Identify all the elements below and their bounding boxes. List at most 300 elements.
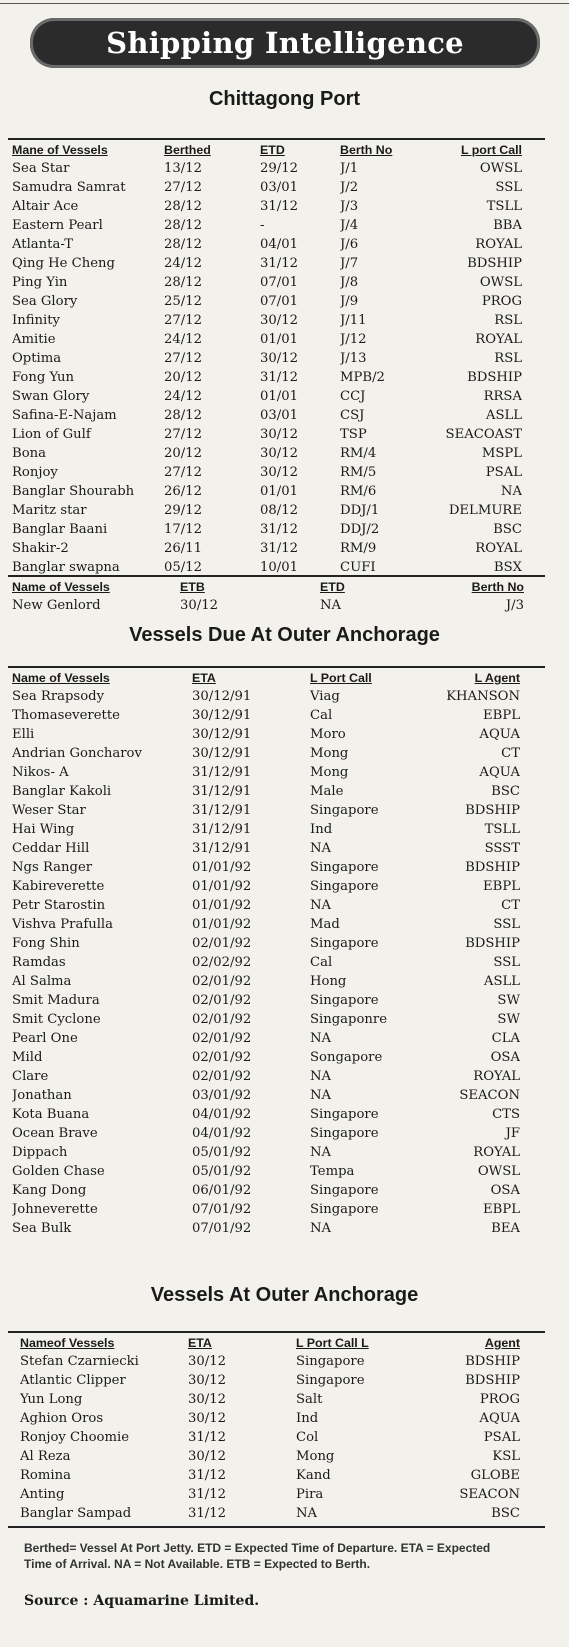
table-cell: Tempa — [310, 1164, 355, 1179]
table-cell: Singapore — [310, 993, 379, 1008]
table-cell: PROG — [479, 1392, 520, 1407]
table-cell: NA — [296, 1506, 318, 1521]
table-cell: 27/12 — [164, 351, 203, 366]
table-cell: 02/01/92 — [192, 1031, 252, 1046]
table-cell: SSL — [495, 180, 522, 195]
column-header: L Port Call L — [296, 1336, 369, 1350]
table-cell: Bona — [12, 446, 46, 461]
title-banner — [30, 18, 540, 68]
table-cell: Salt — [296, 1392, 323, 1407]
table-cell: Altair Ace — [12, 199, 79, 214]
table-cell: TSLL — [486, 199, 522, 214]
table-cell: 10/01 — [260, 560, 299, 575]
table-cell: Banglar Shourabh — [12, 484, 135, 499]
table-cell: SSL — [493, 917, 520, 932]
table-cell: Andrian Goncharov — [12, 746, 142, 761]
table-cell: J/3 — [340, 199, 359, 214]
table-cell: 27/12 — [164, 465, 203, 480]
top-rule — [0, 3, 569, 4]
table-cell: RSL — [494, 313, 522, 328]
table-cell: NA — [310, 841, 332, 856]
table-cell: J/8 — [340, 275, 359, 290]
table-cell: Singapore — [310, 1107, 379, 1122]
table-cell: Singapore — [310, 936, 379, 951]
table-cell: EBPL — [483, 708, 520, 723]
table-cell: 30/12 — [188, 1354, 227, 1369]
table-cell: OWSL — [479, 275, 522, 290]
table-cell: 28/12 — [164, 408, 203, 423]
table-cell: Ind — [310, 822, 333, 837]
section-rule — [8, 1331, 545, 1333]
table-cell: Smit Cyclone — [12, 1012, 101, 1027]
table-cell: 31/12 — [260, 370, 299, 385]
table-cell: Ronjoy Choomie — [20, 1430, 130, 1445]
table-cell: JF — [505, 1126, 520, 1141]
table-cell: Qing He Cheng — [12, 256, 115, 271]
table-cell: CT — [501, 746, 520, 761]
table-cell: SW — [497, 1012, 520, 1027]
table-cell: Moro — [310, 727, 346, 742]
table-cell: Jonathan — [12, 1088, 72, 1103]
table-cell: 03/01/92 — [192, 1088, 252, 1103]
table-cell: Johneverette — [12, 1202, 98, 1217]
table-cell: 31/12/91 — [192, 803, 252, 818]
table-cell: Mong — [296, 1449, 335, 1464]
table-row — [12, 387, 522, 406]
table-cell: CLA — [491, 1031, 520, 1046]
table-row — [12, 482, 522, 501]
table-cell: 30/12 — [260, 313, 299, 328]
table-cell: Thomaseverette — [12, 708, 120, 723]
table-cell: RM/9 — [340, 541, 377, 556]
table-cell: Pira — [296, 1487, 324, 1502]
table-cell: Kota Buana — [12, 1107, 90, 1122]
table-cell: 01/01 — [260, 484, 299, 499]
table-cell: EBPL — [483, 1202, 520, 1217]
column-header: Agent — [484, 1336, 520, 1350]
table-row — [12, 1162, 520, 1181]
table-cell: Cal — [310, 955, 333, 970]
table-cell: Singapore — [310, 1183, 379, 1198]
table-cell: NA — [310, 1069, 332, 1084]
column-header: ETB — [180, 580, 205, 594]
column-header: Berthed — [164, 143, 211, 157]
table-cell: 02/02/92 — [192, 955, 252, 970]
table-cell: 03/01 — [260, 408, 299, 423]
table-cell: NA — [310, 1088, 332, 1103]
table-row — [20, 1371, 520, 1390]
table-row — [12, 1105, 520, 1124]
table-cell: NA — [310, 1145, 332, 1160]
table-cell: AQUA — [479, 765, 520, 780]
table-cell: DDJ/2 — [340, 522, 380, 537]
table-cell: OWSL — [477, 1164, 520, 1179]
table-cell: Songapore — [310, 1050, 383, 1065]
table-cell: 31/12 — [188, 1506, 227, 1521]
column-header: ETA — [192, 671, 216, 685]
table-cell: 30/12 — [188, 1373, 227, 1388]
table-cell: ROYAL — [475, 541, 522, 556]
table-cell: Banglar Baani — [12, 522, 108, 537]
table-cell: BDSHIP — [465, 1354, 520, 1369]
table-cell: 30/12/91 — [192, 708, 252, 723]
table-cell: 02/01/92 — [192, 993, 252, 1008]
column-header: ETA — [188, 1336, 212, 1350]
table-row — [12, 896, 520, 915]
column-header: Mane of Vessels — [12, 143, 108, 157]
table-cell: 31/12 — [260, 541, 299, 556]
table-cell: 02/01/92 — [192, 936, 252, 951]
table-cell: Fong Yun — [12, 370, 75, 385]
table-cell: BDSHIP — [467, 256, 522, 271]
table-cell: 24/12 — [164, 332, 203, 347]
table-cell: 06/01/92 — [192, 1183, 252, 1198]
table-cell: Swan Glory — [12, 389, 90, 404]
column-header: Nameof Vessels — [20, 1336, 115, 1350]
table-cell: Kand — [296, 1468, 331, 1483]
table-cell: Pearl One — [12, 1031, 78, 1046]
table-cell: Petr Starostin — [12, 898, 106, 913]
table-cell: ROYAL — [475, 237, 522, 252]
table-cell: 31/12 — [260, 199, 299, 214]
table-cell: CUFI — [340, 560, 376, 575]
table-cell: Eastern Pearl — [12, 218, 103, 233]
table-cell: Ind — [296, 1411, 319, 1426]
table-cell: BDSHIP — [465, 860, 520, 875]
table-cell: 28/12 — [164, 275, 203, 290]
table-row — [12, 292, 522, 311]
table-row — [12, 858, 520, 877]
table-cell: Singapore — [310, 803, 379, 818]
table-cell: AQUA — [479, 727, 520, 742]
table-row — [12, 763, 520, 782]
table-cell: 26/11 — [164, 541, 203, 556]
table-cell: 01/01/92 — [192, 860, 252, 875]
table-cell: Kabireverette — [12, 879, 105, 894]
table-cell: 26/12 — [164, 484, 203, 499]
table-cell: 05/12 — [164, 560, 203, 575]
table-cell: 02/01/92 — [192, 1012, 252, 1027]
table-cell: Samudra Samrat — [12, 180, 126, 195]
port-title: Chittagong Port — [208, 88, 361, 110]
table-row — [12, 839, 520, 858]
table-row — [20, 1390, 520, 1409]
table-cell: CTS — [492, 1107, 520, 1122]
table-cell: RM/5 — [340, 465, 377, 480]
table-cell: 04/01/92 — [192, 1107, 252, 1122]
table-row — [12, 159, 522, 178]
table-cell: NA — [310, 1031, 332, 1046]
table-row — [12, 877, 520, 896]
table-cell: DELMURE — [448, 503, 522, 518]
table-cell: MPB/2 — [340, 370, 385, 385]
table-cell: 30/12 — [260, 465, 299, 480]
table-row — [20, 1352, 520, 1371]
table-cell: Infinity — [12, 313, 60, 328]
table-cell: OSA — [490, 1050, 520, 1065]
table-cell: BBA — [493, 218, 522, 233]
table-cell: Elli — [12, 727, 35, 742]
table-cell: 30/12 — [260, 351, 299, 366]
table-row — [12, 425, 522, 444]
table-cell: 28/12 — [164, 237, 203, 252]
table-cell: Singapore — [310, 860, 379, 875]
table-cell: Viag — [310, 689, 340, 704]
table-cell: J/7 — [340, 256, 359, 271]
table-cell: EBPL — [483, 879, 520, 894]
table-cell: DDJ/1 — [340, 503, 380, 518]
table-cell: TSP — [340, 427, 367, 442]
table-cell: SEACON — [459, 1088, 520, 1103]
table-cell: Singapore — [296, 1373, 365, 1388]
table-row — [12, 687, 520, 706]
table-cell: 31/12 — [188, 1487, 227, 1502]
table-cell: BEA — [491, 1221, 520, 1236]
table-cell: Stefan Czarniecki — [20, 1354, 139, 1369]
table-row — [20, 1466, 520, 1485]
table-cell: BDSHIP — [465, 1373, 520, 1388]
table-cell: 03/01 — [260, 180, 299, 195]
table-cell: Mad — [310, 917, 340, 932]
table-row — [12, 463, 522, 482]
table-row — [12, 744, 520, 763]
table-cell: PSAL — [483, 1430, 520, 1445]
table-cell: 31/12/91 — [192, 765, 252, 780]
table-cell: ASLL — [483, 974, 520, 989]
table-cell: 30/12 — [188, 1392, 227, 1407]
table-cell: Sea Rrapsody — [12, 689, 105, 704]
table-cell: Nikos- A — [12, 765, 69, 780]
table-cell: Singapore — [296, 1354, 365, 1369]
table-cell: BDSHIP — [465, 803, 520, 818]
table-cell: Atlanta-T — [12, 237, 74, 252]
table-row — [12, 1048, 520, 1067]
column-header: Name of Vessels — [12, 580, 110, 594]
table-cell: J/12 — [340, 332, 367, 347]
column-header: ETD — [260, 143, 285, 157]
table-cell: Dippach — [12, 1145, 68, 1160]
table-cell: 02/01/92 — [192, 974, 252, 989]
table-cell: 01/01 — [260, 332, 299, 347]
table-cell: Safina-E-Najam — [12, 408, 117, 423]
table-cell: Atlantic Clipper — [20, 1373, 126, 1388]
table-cell: Anting — [20, 1487, 65, 1502]
table-row — [12, 216, 522, 235]
table-cell: 30/12 — [188, 1411, 227, 1426]
table-cell: 30/12/91 — [192, 689, 252, 704]
table-cell: Singaponre — [310, 1012, 388, 1027]
table-cell: NA — [500, 484, 522, 499]
table-cell: 31/12 — [260, 522, 299, 537]
column-header: L Port Call — [310, 671, 372, 685]
table-cell: Ceddar Hill — [12, 841, 90, 856]
table-cell: 17/12 — [164, 522, 203, 537]
table-cell: Ping Yin — [12, 275, 68, 290]
table-cell: ASLL — [485, 408, 522, 423]
table-cell: J/2 — [340, 180, 359, 195]
table-row — [12, 782, 520, 801]
table-cell: J/11 — [340, 313, 367, 328]
table-row — [12, 178, 522, 197]
table-row — [12, 444, 522, 463]
column-header: Berth No — [471, 580, 524, 594]
table-cell: Maritz star — [12, 503, 87, 518]
table-cell: PSAL — [485, 465, 522, 480]
table-cell: SW — [497, 993, 520, 1008]
table-cell: OSA — [490, 1183, 520, 1198]
table-cell: 31/12/91 — [192, 841, 252, 856]
table-cell: OWSL — [479, 161, 522, 176]
table-row — [12, 706, 520, 725]
table-cell: Col — [296, 1430, 319, 1445]
table-cell: TSLL — [484, 822, 520, 837]
table-cell: Clare — [12, 1069, 49, 1084]
table-cell: ROYAL — [473, 1069, 520, 1084]
table-cell: CT — [501, 898, 520, 913]
table-cell: MSPL — [481, 446, 522, 461]
table-cell: Shakir-2 — [12, 541, 69, 556]
table-cell: RSL — [494, 351, 522, 366]
table-cell: 02/01/92 — [192, 1050, 252, 1065]
table-cell: 30/12 — [180, 598, 219, 613]
table-cell: RM/6 — [340, 484, 377, 499]
table-cell: Mong — [310, 746, 349, 761]
table-cell: ROYAL — [473, 1145, 520, 1160]
table-cell: 24/12 — [164, 389, 203, 404]
table-row — [12, 311, 522, 330]
table-cell: Mild — [12, 1050, 43, 1065]
table-cell: KSL — [492, 1449, 520, 1464]
table-row — [12, 972, 520, 991]
table-row — [12, 801, 520, 820]
table-cell: 05/01/92 — [192, 1164, 252, 1179]
table-cell: 24/12 — [164, 256, 203, 271]
table-cell: Romina — [20, 1468, 71, 1483]
table-cell: NA — [310, 1221, 332, 1236]
table-cell: KHANSON — [446, 689, 520, 704]
table-cell: Male — [310, 784, 344, 799]
column-header: ETD — [320, 580, 345, 594]
table-cell: Banglar swapna — [12, 560, 120, 575]
table-cell: CSJ — [340, 408, 365, 423]
table-cell: J/3 — [505, 598, 524, 613]
table-row — [20, 1504, 520, 1523]
table-row — [12, 330, 522, 349]
due-anchorage-table — [12, 669, 520, 1238]
table-cell: 30/12 — [188, 1449, 227, 1464]
table-cell: GLOBE — [470, 1468, 520, 1483]
table-row — [12, 501, 522, 520]
column-header: Berth No — [340, 143, 393, 157]
table-row — [12, 991, 520, 1010]
table-cell: Fong Shin — [12, 936, 80, 951]
column-header: Name of Vessels — [12, 671, 110, 685]
table-cell: 25/12 — [164, 294, 203, 309]
table-cell: Amitie — [12, 332, 56, 347]
table-row — [12, 1010, 520, 1029]
table-row — [12, 1067, 520, 1086]
table-cell: 01/01/92 — [192, 917, 252, 932]
table-cell: 04/01 — [260, 237, 299, 252]
table-row — [20, 1447, 520, 1466]
source-line: Source : Aquamarine Limited. — [24, 1593, 260, 1609]
table-cell: 31/12/91 — [192, 822, 252, 837]
table-cell: 02/01/92 — [192, 1069, 252, 1084]
table-cell: Sea Star — [12, 161, 70, 176]
table-cell: CCJ — [340, 389, 366, 404]
table-cell: 28/12 — [164, 199, 203, 214]
table-cell: Singapore — [310, 1202, 379, 1217]
table-cell: 20/12 — [164, 446, 203, 461]
table-row — [12, 1029, 520, 1048]
table-cell: 30/12/91 — [192, 746, 252, 761]
table-cell: NA — [320, 598, 342, 613]
due-anchorage-title: Vessels Due At Outer Anchorage — [129, 624, 440, 646]
table-cell: 13/12 — [164, 161, 203, 176]
table-cell: SSST — [484, 841, 520, 856]
table-cell: 01/01/92 — [192, 879, 252, 894]
table-cell: NA — [310, 898, 332, 913]
table-row — [12, 953, 520, 972]
table-cell: 30/12/91 — [192, 727, 252, 742]
section-rule — [8, 138, 545, 140]
table-row — [12, 915, 520, 934]
table-row — [12, 197, 522, 216]
column-header: L Agent — [474, 671, 520, 685]
table-cell: BDSHIP — [467, 370, 522, 385]
table-row — [12, 520, 522, 539]
table-cell: 20/12 — [164, 370, 203, 385]
table-row — [12, 820, 520, 839]
table-cell: - — [260, 218, 265, 233]
table-row — [12, 1124, 520, 1143]
table-cell: Al Salma — [12, 974, 72, 989]
table-cell: 30/12 — [260, 446, 299, 461]
table-cell: RM/4 — [340, 446, 377, 461]
table-cell: AQUA — [479, 1411, 520, 1426]
table-row — [12, 596, 524, 615]
section-rule — [8, 1526, 545, 1528]
column-header: L port Call — [460, 143, 522, 157]
table-cell: Aghion Oros — [20, 1411, 104, 1426]
table-cell: Mong — [310, 765, 349, 780]
table-row — [12, 725, 520, 744]
table-cell: Sea Bulk — [12, 1221, 72, 1236]
section-rule — [8, 666, 545, 668]
table-cell: Banglar Kakoli — [12, 784, 112, 799]
table-cell: J/4 — [340, 218, 359, 233]
table-cell: Golden Chase — [12, 1164, 105, 1179]
table-cell: 07/01 — [260, 294, 299, 309]
table-cell: 04/01/92 — [192, 1126, 252, 1141]
table-cell: Hong — [310, 974, 347, 989]
outer-anchorage-title: Vessels At Outer Anchorage — [150, 1284, 419, 1306]
table-cell: Kang Dong — [12, 1183, 87, 1198]
table-cell: 29/12 — [260, 161, 299, 176]
table-cell: Al Reza — [20, 1449, 71, 1464]
table-cell: Cal — [310, 708, 333, 723]
table-row — [12, 1219, 520, 1238]
table-cell: Singapore — [310, 879, 379, 894]
table-cell: BSC — [493, 522, 522, 537]
table-row — [20, 1428, 520, 1447]
table-cell: 31/12/91 — [192, 784, 252, 799]
table-row — [12, 1200, 520, 1219]
table-cell: New Genlord — [12, 598, 101, 613]
table-cell: Vishva Prafulla — [12, 917, 113, 932]
table-cell: J/13 — [340, 351, 367, 366]
table-cell: SEACOAST — [445, 427, 522, 442]
